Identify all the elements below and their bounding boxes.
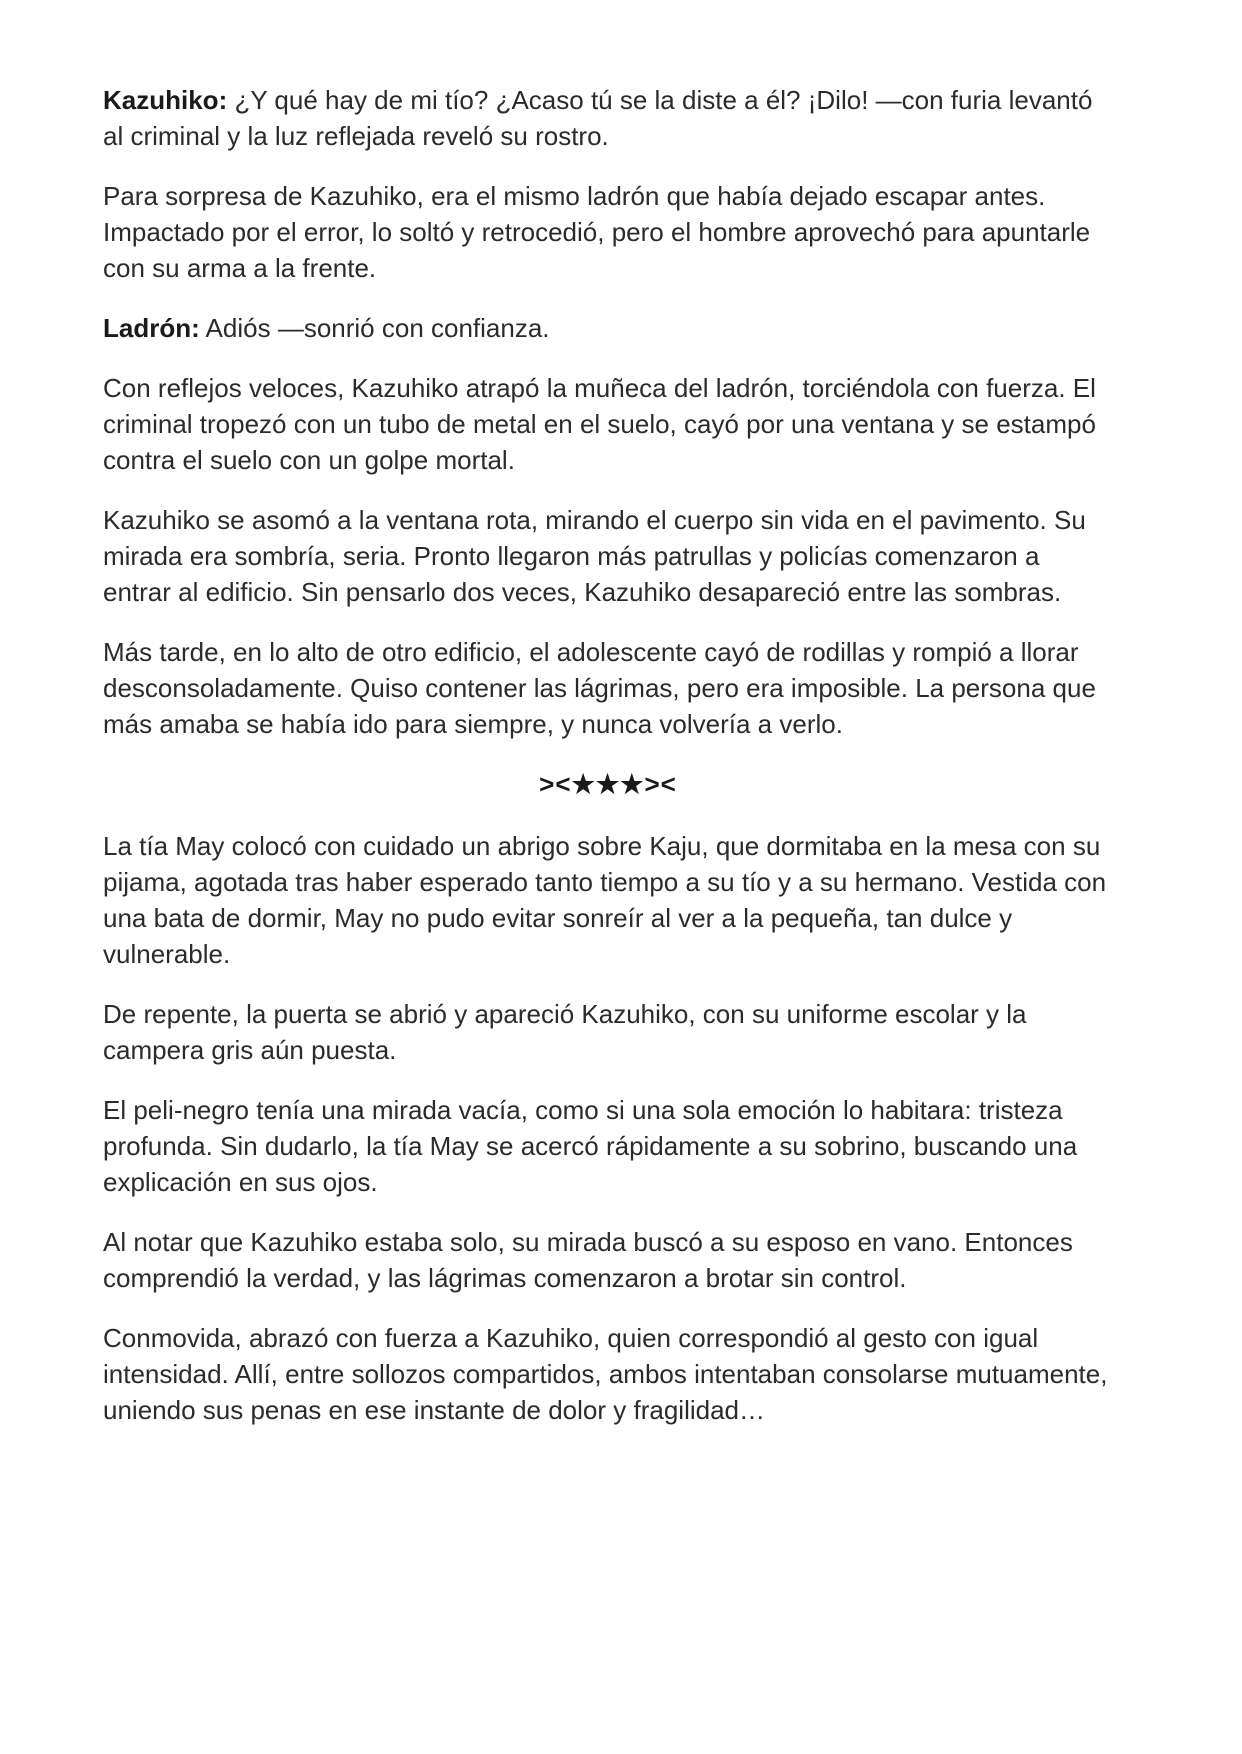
narrative-paragraph: La tía May colocó con cuidado un abrigo sobre Kaju, que dormitaba en la mesa con su pijama, agotada tras haber esperado tanto tiempo a su tío y a su hermano. Vestida con una bata de dormir, May no pudo evitar sonreír al ver a la pequeña, tan dulce y vulnerable. [103, 831, 1107, 969]
document-page [103, 82, 1113, 1452]
dialogue-paragraph-kazuhiko [103, 82, 1113, 154]
dialogue-text: Adiós —sonrió con confianza. [199, 313, 550, 343]
speaker-name: Ladrón: [103, 313, 200, 343]
narrative-paragraph: Kazuhiko se asomó a la ventana rota, mirando el cuerpo sin vida en el pavimento. Su mirada era sombría, seria. Pronto llegaron más patrullas y policías comenzaron a entrar al edificio. Sin pensarlo dos veces, Kazuhiko desapareció entre las sombras. [103, 505, 1086, 607]
narrative-paragraph: Con reflejos veloces, Kazuhiko atrapó la muñeca del ladrón, torciéndola con fuerza. El criminal tropezó con un tubo de metal en el suelo, cayó por una ventana y se estampó contra el suelo con un golpe mortal. [103, 373, 1096, 475]
scene-separator: ><★★★>< [539, 769, 677, 799]
narrative-paragraph: De repente, la puerta se abrió y apareció Kazuhiko, con su uniforme escolar y la campera gris aún puesta. [103, 999, 1027, 1065]
narrative-paragraph: Al notar que Kazuhiko estaba solo, su mirada buscó a su esposo en vano. Entonces comprendió la verdad, y las lágrimas comenzaron a brotar sin control. [103, 1227, 1073, 1293]
narrative-paragraph: Más tarde, en lo alto de otro edificio, el adolescente cayó de rodillas y rompió a llorar desconsoladamente. Quiso contener las lágrimas, pero era imposible. La persona que más amaba se había ido para siempre, y nunca volvería a verlo. [103, 637, 1096, 739]
dialogue-paragraph-ladron [103, 310, 1113, 346]
narrative-paragraph: El peli-negro tenía una mirada vacía, como si una sola emoción lo habitara: tristeza profunda. Sin dudarlo, la tía May se acercó rápidamente a su sobrino, buscando una explicación en sus ojos. [103, 1095, 1078, 1197]
speaker-name: Kazuhiko: [103, 85, 228, 115]
dialogue-text: ¿Y qué hay de mi tío? ¿Acaso tú se la diste a él? ¡Dilo! —con furia levantó al criminal y la luz reflejada reveló su rostro. [103, 85, 1093, 151]
narrative-paragraph: Para sorpresa de Kazuhiko, era el mismo ladrón que había dejado escapar antes. Impactado por el error, lo soltó y retrocedió, pero el hombre aprovechó para apuntarle con su arma a la frente. [103, 181, 1091, 283]
narrative-paragraph: Conmovida, abrazó con fuerza a Kazuhiko, quien correspondió al gesto con igual intensidad. Allí, entre sollozos compartidos, ambos intentaban consolarse mutuamente, uniendo sus penas en ese instante de dolor y fragilidad… [103, 1323, 1108, 1425]
